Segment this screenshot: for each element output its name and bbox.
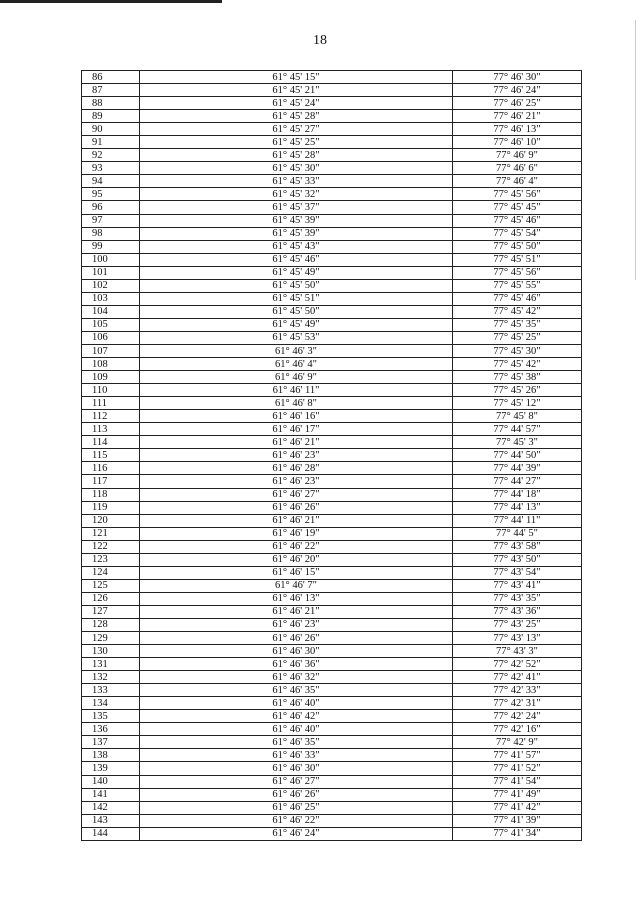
latitude-cell: 61° 45' 43" — [140, 240, 453, 253]
longitude-cell: 77° 46' 10" — [453, 136, 582, 149]
latitude-cell: 61° 45' 50" — [140, 279, 453, 292]
latitude-cell: 61° 46' 33" — [140, 749, 453, 762]
latitude-cell: 61° 46' 32" — [140, 671, 453, 684]
table-row — [82, 449, 582, 462]
latitude-cell: 61° 46' 20" — [140, 553, 453, 566]
table-row — [82, 827, 582, 840]
longitude-cell: 77° 42' 9" — [453, 736, 582, 749]
longitude-cell: 77° 45' 56" — [453, 266, 582, 279]
longitude-cell: 77° 44' 11" — [453, 514, 582, 527]
table-row — [82, 344, 582, 357]
longitude-cell: 77° 42' 16" — [453, 723, 582, 736]
latitude-cell: 61° 46' 30" — [140, 645, 453, 658]
latitude-cell: 61° 46' 16" — [140, 410, 453, 423]
table-row — [82, 227, 582, 240]
latitude-cell: 61° 46' 21" — [140, 605, 453, 618]
longitude-cell: 77° 41' 42" — [453, 801, 582, 814]
longitude-cell: 77° 41' 34" — [453, 827, 582, 840]
latitude-cell: 61° 45' 51" — [140, 292, 453, 305]
latitude-cell: 61° 46' 40" — [140, 723, 453, 736]
longitude-cell: 77° 45' 54" — [453, 227, 582, 240]
point-number-cell: 116 — [82, 462, 140, 475]
table-row — [82, 214, 582, 227]
latitude-cell: 61° 45' 33" — [140, 175, 453, 188]
longitude-cell: 77° 46' 13" — [453, 123, 582, 136]
latitude-cell: 61° 46' 26" — [140, 788, 453, 801]
latitude-cell: 61° 45' 37" — [140, 201, 453, 214]
latitude-cell: 61° 45' 21" — [140, 84, 453, 97]
latitude-cell: 61° 46' 23" — [140, 475, 453, 488]
longitude-cell: 77° 45' 35" — [453, 318, 582, 331]
point-number-cell: 132 — [82, 671, 140, 684]
latitude-cell: 61° 46' 23" — [140, 618, 453, 631]
point-number-cell: 93 — [82, 162, 140, 175]
table-row — [82, 371, 582, 384]
table-row — [82, 749, 582, 762]
point-number-cell: 144 — [82, 827, 140, 840]
table-row — [82, 658, 582, 671]
longitude-cell: 77° 43' 41" — [453, 579, 582, 592]
point-number-cell: 139 — [82, 762, 140, 775]
point-number-cell: 136 — [82, 723, 140, 736]
latitude-cell: 61° 46' 25" — [140, 801, 453, 814]
longitude-cell: 77° 45' 51" — [453, 253, 582, 266]
longitude-cell: 77° 41' 52" — [453, 762, 582, 775]
table-row — [82, 292, 582, 305]
point-number-cell: 130 — [82, 645, 140, 658]
table-row — [82, 801, 582, 814]
point-number-cell: 131 — [82, 658, 140, 671]
longitude-cell: 77° 46' 4" — [453, 175, 582, 188]
table-row — [82, 645, 582, 658]
coordinates-table-body — [82, 71, 582, 841]
latitude-cell: 61° 45' 30" — [140, 162, 453, 175]
point-number-cell: 105 — [82, 318, 140, 331]
point-number-cell: 121 — [82, 527, 140, 540]
latitude-cell: 61° 46' 27" — [140, 488, 453, 501]
table-row — [82, 305, 582, 318]
table-row — [82, 436, 582, 449]
latitude-cell: 61° 46' 8" — [140, 397, 453, 410]
longitude-cell: 77° 41' 54" — [453, 775, 582, 788]
point-number-cell: 118 — [82, 488, 140, 501]
latitude-cell: 61° 46' 22" — [140, 540, 453, 553]
latitude-cell: 61° 46' 22" — [140, 814, 453, 827]
point-number-cell: 89 — [82, 110, 140, 123]
table-row — [82, 240, 582, 253]
latitude-cell: 61° 46' 3" — [140, 344, 453, 357]
latitude-cell: 61° 46' 23" — [140, 449, 453, 462]
latitude-cell: 61° 46' 7" — [140, 579, 453, 592]
latitude-cell: 61° 46' 4" — [140, 358, 453, 371]
longitude-cell: 77° 43' 54" — [453, 566, 582, 579]
latitude-cell: 61° 46' 42" — [140, 710, 453, 723]
table-row — [82, 149, 582, 162]
table-row — [82, 723, 582, 736]
longitude-cell: 77° 42' 24" — [453, 710, 582, 723]
latitude-cell: 61° 45' 46" — [140, 253, 453, 266]
point-number-cell: 128 — [82, 618, 140, 631]
longitude-cell: 77° 46' 25" — [453, 97, 582, 110]
table-row — [82, 736, 582, 749]
table-row — [82, 697, 582, 710]
table-row — [82, 71, 582, 84]
table-row — [82, 671, 582, 684]
table-row — [82, 788, 582, 801]
table-row — [82, 579, 582, 592]
longitude-cell: 77° 42' 31" — [453, 697, 582, 710]
longitude-cell: 77° 46' 9" — [453, 149, 582, 162]
table-row — [82, 201, 582, 214]
top-rule — [0, 0, 222, 3]
longitude-cell: 77° 45' 55" — [453, 279, 582, 292]
longitude-cell: 77° 43' 50" — [453, 553, 582, 566]
table-row — [82, 488, 582, 501]
table-row — [82, 501, 582, 514]
latitude-cell: 61° 45' 32" — [140, 188, 453, 201]
point-number-cell: 94 — [82, 175, 140, 188]
point-number-cell: 101 — [82, 266, 140, 279]
longitude-cell: 77° 41' 39" — [453, 814, 582, 827]
point-number-cell: 117 — [82, 475, 140, 488]
table-row — [82, 384, 582, 397]
longitude-cell: 77° 45' 25" — [453, 331, 582, 344]
point-number-cell: 119 — [82, 501, 140, 514]
latitude-cell: 61° 46' 27" — [140, 775, 453, 788]
latitude-cell: 61° 45' 27" — [140, 123, 453, 136]
point-number-cell: 127 — [82, 605, 140, 618]
latitude-cell: 61° 45' 50" — [140, 305, 453, 318]
longitude-cell: 77° 44' 39" — [453, 462, 582, 475]
latitude-cell: 61° 46' 30" — [140, 762, 453, 775]
longitude-cell: 77° 44' 18" — [453, 488, 582, 501]
point-number-cell: 106 — [82, 331, 140, 344]
latitude-cell: 61° 46' 28" — [140, 462, 453, 475]
latitude-cell: 61° 46' 17" — [140, 423, 453, 436]
point-number-cell: 122 — [82, 540, 140, 553]
table-row — [82, 814, 582, 827]
table-row — [82, 123, 582, 136]
latitude-cell: 61° 46' 35" — [140, 684, 453, 697]
longitude-cell: 77° 42' 52" — [453, 658, 582, 671]
longitude-cell: 77° 45' 8" — [453, 410, 582, 423]
longitude-cell: 77° 42' 33" — [453, 684, 582, 697]
point-number-cell: 141 — [82, 788, 140, 801]
latitude-cell: 61° 46' 9" — [140, 371, 453, 384]
point-number-cell: 92 — [82, 149, 140, 162]
point-number-cell: 138 — [82, 749, 140, 762]
point-number-cell: 143 — [82, 814, 140, 827]
longitude-cell: 77° 46' 24" — [453, 84, 582, 97]
point-number-cell: 99 — [82, 240, 140, 253]
point-number-cell: 120 — [82, 514, 140, 527]
latitude-cell: 61° 46' 26" — [140, 501, 453, 514]
table-row — [82, 410, 582, 423]
table-row — [82, 762, 582, 775]
latitude-cell: 61° 45' 39" — [140, 214, 453, 227]
table-row — [82, 253, 582, 266]
table-row — [82, 553, 582, 566]
point-number-cell: 135 — [82, 710, 140, 723]
table-row — [82, 397, 582, 410]
point-number-cell: 95 — [82, 188, 140, 201]
table-row — [82, 540, 582, 553]
point-number-cell: 97 — [82, 214, 140, 227]
longitude-cell: 77° 43' 3" — [453, 645, 582, 658]
table-row — [82, 632, 582, 645]
longitude-cell: 77° 44' 5" — [453, 527, 582, 540]
point-number-cell: 115 — [82, 449, 140, 462]
point-number-cell: 111 — [82, 397, 140, 410]
latitude-cell: 61° 45' 53" — [140, 331, 453, 344]
point-number-cell: 126 — [82, 592, 140, 605]
longitude-cell: 77° 44' 13" — [453, 501, 582, 514]
point-number-cell: 137 — [82, 736, 140, 749]
longitude-cell: 77° 42' 41" — [453, 671, 582, 684]
longitude-cell: 77° 43' 13" — [453, 632, 582, 645]
table-row — [82, 592, 582, 605]
latitude-cell: 61° 46' 24" — [140, 827, 453, 840]
latitude-cell: 61° 45' 49" — [140, 318, 453, 331]
latitude-cell: 61° 45' 15" — [140, 71, 453, 84]
longitude-cell: 77° 45' 46" — [453, 214, 582, 227]
longitude-cell: 77° 45' 12" — [453, 397, 582, 410]
longitude-cell: 77° 45' 56" — [453, 188, 582, 201]
latitude-cell: 61° 46' 11" — [140, 384, 453, 397]
point-number-cell: 124 — [82, 566, 140, 579]
table-row — [82, 475, 582, 488]
point-number-cell: 112 — [82, 410, 140, 423]
point-number-cell: 129 — [82, 632, 140, 645]
point-number-cell: 108 — [82, 358, 140, 371]
table-row — [82, 279, 582, 292]
point-number-cell: 107 — [82, 344, 140, 357]
table-row — [82, 318, 582, 331]
latitude-cell: 61° 46' 40" — [140, 697, 453, 710]
longitude-cell: 77° 41' 49" — [453, 788, 582, 801]
latitude-cell: 61° 45' 28" — [140, 110, 453, 123]
longitude-cell: 77° 43' 35" — [453, 592, 582, 605]
table-row — [82, 136, 582, 149]
longitude-cell: 77° 43' 58" — [453, 540, 582, 553]
latitude-cell: 61° 45' 28" — [140, 149, 453, 162]
table-row — [82, 331, 582, 344]
latitude-cell: 61° 46' 36" — [140, 658, 453, 671]
coordinates-table — [81, 70, 582, 841]
point-number-cell: 91 — [82, 136, 140, 149]
longitude-cell: 77° 46' 30" — [453, 71, 582, 84]
longitude-cell: 77° 45' 45" — [453, 201, 582, 214]
longitude-cell: 77° 43' 36" — [453, 605, 582, 618]
latitude-cell: 61° 46' 19" — [140, 527, 453, 540]
point-number-cell: 109 — [82, 371, 140, 384]
table-row — [82, 188, 582, 201]
point-number-cell: 87 — [82, 84, 140, 97]
point-number-cell: 113 — [82, 423, 140, 436]
point-number-cell: 102 — [82, 279, 140, 292]
latitude-cell: 61° 45' 25" — [140, 136, 453, 149]
point-number-cell: 100 — [82, 253, 140, 266]
table-row — [82, 84, 582, 97]
point-number-cell: 114 — [82, 436, 140, 449]
longitude-cell: 77° 45' 26" — [453, 384, 582, 397]
latitude-cell: 61° 46' 26" — [140, 632, 453, 645]
latitude-cell: 61° 45' 39" — [140, 227, 453, 240]
point-number-cell: 110 — [82, 384, 140, 397]
table-row — [82, 514, 582, 527]
point-number-cell: 90 — [82, 123, 140, 136]
latitude-cell: 61° 46' 35" — [140, 736, 453, 749]
longitude-cell: 77° 45' 46" — [453, 292, 582, 305]
latitude-cell: 61° 45' 49" — [140, 266, 453, 279]
longitude-cell: 77° 45' 3" — [453, 436, 582, 449]
longitude-cell: 77° 44' 50" — [453, 449, 582, 462]
scan-edge-mark — [635, 20, 636, 280]
point-number-cell: 104 — [82, 305, 140, 318]
latitude-cell: 61° 45' 24" — [140, 97, 453, 110]
table-row — [82, 110, 582, 123]
longitude-cell: 77° 41' 57" — [453, 749, 582, 762]
point-number-cell: 133 — [82, 684, 140, 697]
point-number-cell: 86 — [82, 71, 140, 84]
table-row — [82, 358, 582, 371]
table-row — [82, 97, 582, 110]
point-number-cell: 103 — [82, 292, 140, 305]
latitude-cell: 61° 46' 21" — [140, 514, 453, 527]
latitude-cell: 61° 46' 21" — [140, 436, 453, 449]
point-number-cell: 125 — [82, 579, 140, 592]
point-number-cell: 140 — [82, 775, 140, 788]
point-number-cell: 123 — [82, 553, 140, 566]
page-number: 18 — [313, 33, 327, 48]
table-row — [82, 775, 582, 788]
longitude-cell: 77° 44' 27" — [453, 475, 582, 488]
longitude-cell: 77° 45' 50" — [453, 240, 582, 253]
longitude-cell: 77° 44' 57" — [453, 423, 582, 436]
longitude-cell: 77° 45' 30" — [453, 344, 582, 357]
point-number-cell: 142 — [82, 801, 140, 814]
point-number-cell: 96 — [82, 201, 140, 214]
longitude-cell: 77° 45' 38" — [453, 371, 582, 384]
table-row — [82, 710, 582, 723]
point-number-cell: 98 — [82, 227, 140, 240]
longitude-cell: 77° 45' 42" — [453, 358, 582, 371]
latitude-cell: 61° 46' 15" — [140, 566, 453, 579]
longitude-cell: 77° 46' 6" — [453, 162, 582, 175]
table-row — [82, 423, 582, 436]
table-row — [82, 605, 582, 618]
table-row — [82, 266, 582, 279]
longitude-cell: 77° 46' 21" — [453, 110, 582, 123]
longitude-cell: 77° 43' 25" — [453, 618, 582, 631]
table-row — [82, 566, 582, 579]
table-row — [82, 175, 582, 188]
table-row — [82, 618, 582, 631]
longitude-cell: 77° 45' 42" — [453, 305, 582, 318]
table-row — [82, 462, 582, 475]
table-row — [82, 162, 582, 175]
point-number-cell: 134 — [82, 697, 140, 710]
table-row — [82, 527, 582, 540]
table-row — [82, 684, 582, 697]
point-number-cell: 88 — [82, 97, 140, 110]
latitude-cell: 61° 46' 13" — [140, 592, 453, 605]
